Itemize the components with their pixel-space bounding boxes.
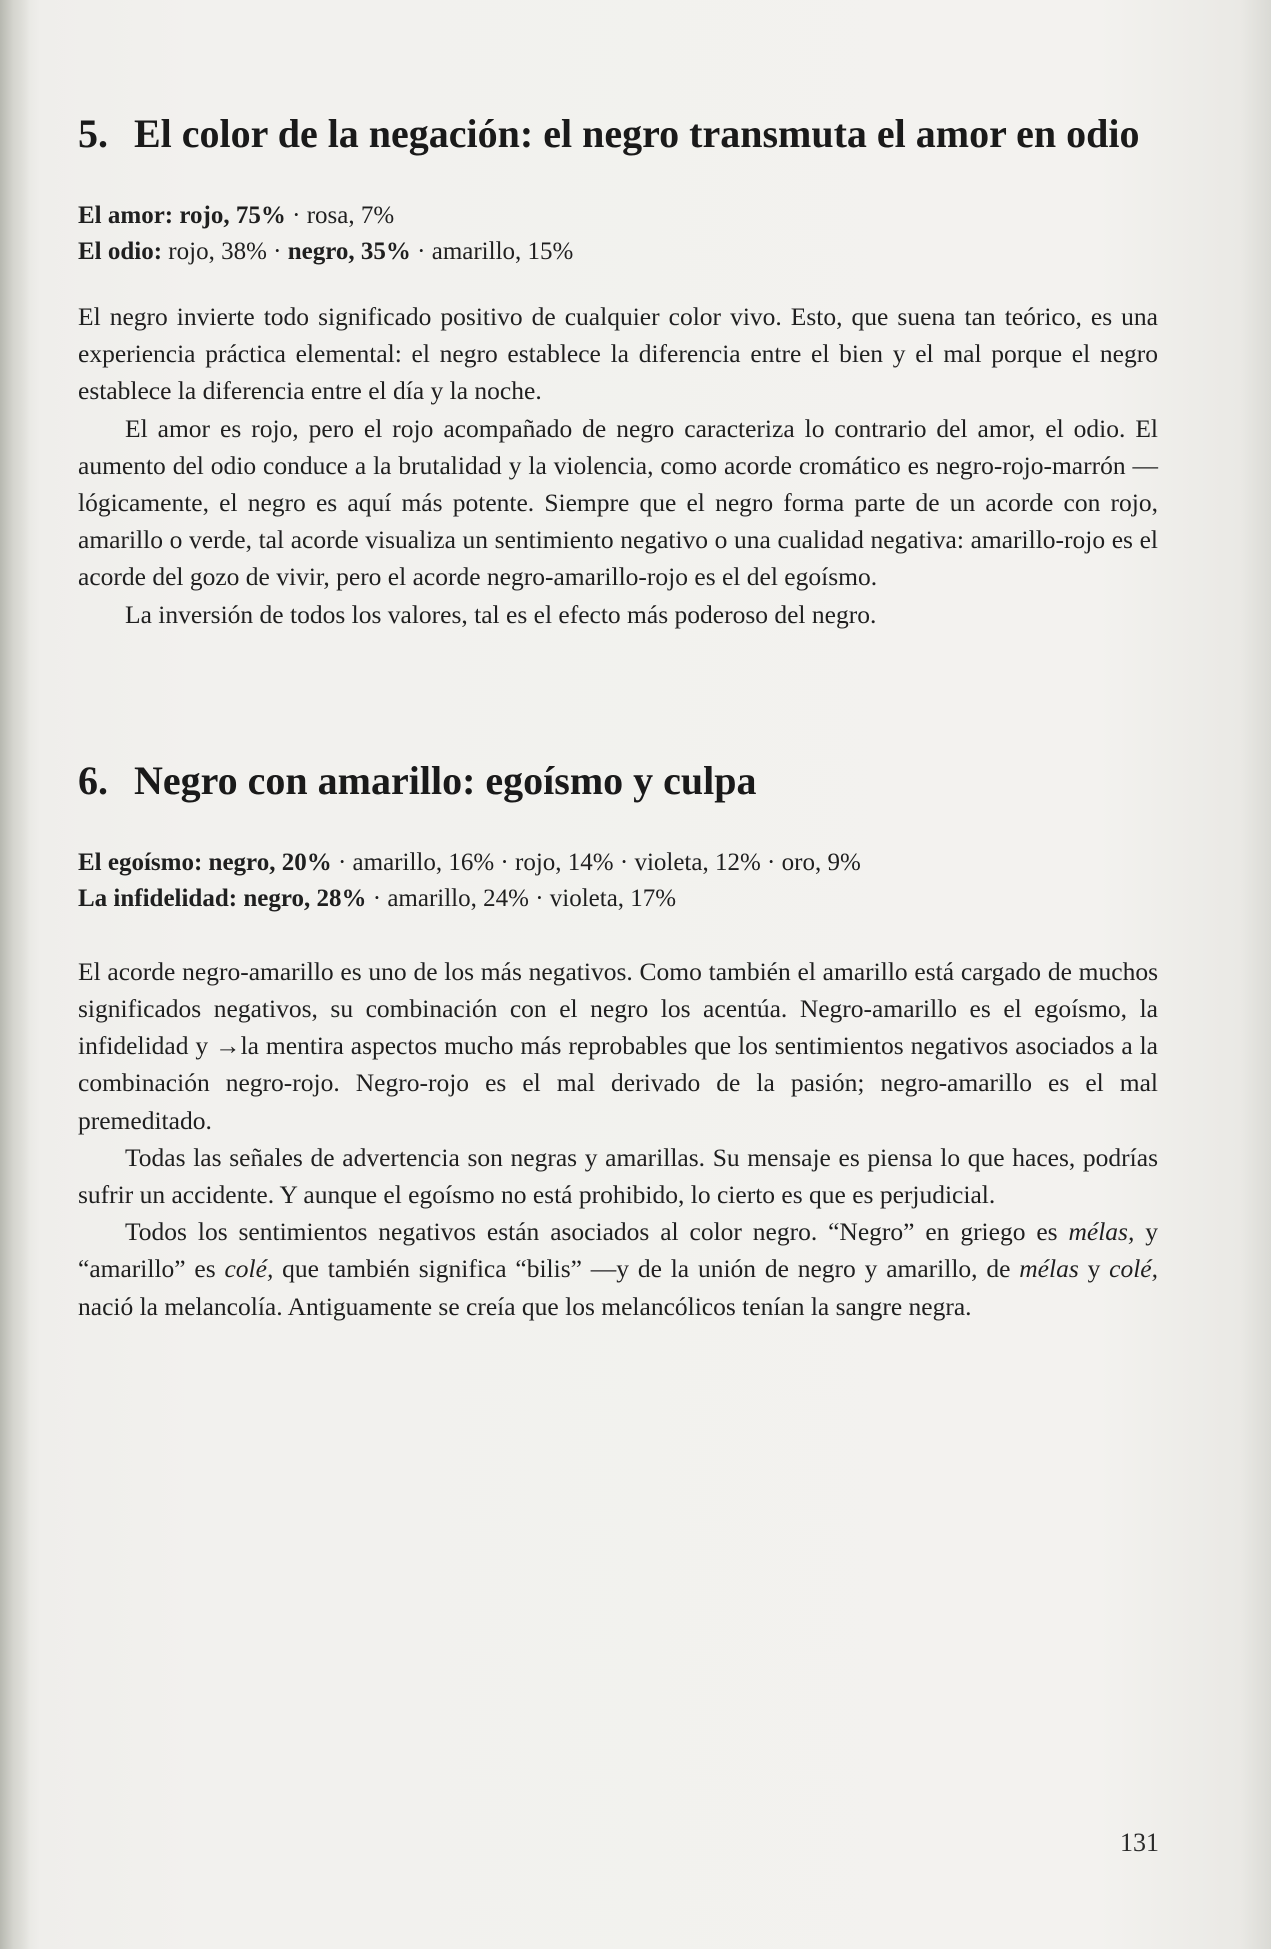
- text-run: Todos los sentimientos negativos están asociados al color negro. “Negro” en griego es: [125, 1217, 1069, 1247]
- stats-item: negro, 28%: [243, 884, 367, 912]
- section-5-stats: [78, 198, 1158, 270]
- stats-item: violeta, 17%: [549, 884, 677, 912]
- paragraph: El amor es rojo, pero el rojo acompañado de negro caracteriza lo contrario del amor, el odio. El aumento del odio conduce a la brutalidad y la violencia, como acorde cromático es negro-rojo-marrón —lógicamente, el negro es aquí más potente. Siempre que el negro forma parte de un acorde con rojo, amarillo o verde, tal acorde visualiza un sentimiento negativo o una cualidad negativa: amarillo-rojo es el acorde del gozo de vivir, pero el acorde negro-amarillo-rojo es el del egoísmo.: [78, 413, 1158, 592]
- stats-item: rojo, 38%: [168, 238, 267, 265]
- stats-label: El egoísmo:: [78, 848, 203, 876]
- stats-item: oro, 9%: [781, 848, 861, 876]
- stats-line-egoismo: El egoísmo: negro, 20% · amarillo, 16% · rojo, 14% · violeta, 12% · oro, 9%: [78, 848, 861, 876]
- stats-item: rojo, 14%: [515, 848, 614, 876]
- stats-label: El odio:: [78, 238, 163, 265]
- text-run: y: [1078, 1254, 1110, 1284]
- section-6-number: 6.: [78, 757, 108, 803]
- greek-word: mélas: [1019, 1254, 1079, 1284]
- section-6-stats: [78, 845, 1158, 917]
- section-6-title: Negro con amarillo: egoísmo y culpa: [134, 757, 757, 803]
- paragraph-melancolia: [78, 1213, 1158, 1325]
- stats-item: amarillo, 16%: [352, 848, 495, 876]
- stats-line-infidelidad: La infidelidad: negro, 28% · amarillo, 24% · violeta, 17%: [78, 884, 677, 912]
- stats-item: rosa, 7%: [306, 202, 395, 229]
- stats-item: negro, 20%: [208, 848, 332, 876]
- paragraph: El acorde negro-amarillo es uno de los más negativos. Como también el amarillo está cargado de muchos significados negativos, su combinación con el negro los acentúa. Negro-amarillo es el egoísmo, la infidelidad y →la mentira aspectos mucho más reprobables que los sentimientos negativos asociados a la combinación negro-rojo. Negro-rojo es el mal derivado de la pasión; negro-amarillo es el mal premeditado.: [78, 956, 1158, 1135]
- text-run: que también significa “bilis” —y de la unión de negro y amarillo, de: [273, 1254, 1020, 1284]
- stats-line-odio: El odio: rojo, 38% · negro, 35% · amarillo, 15%: [78, 238, 574, 265]
- page-content: [78, 108, 1158, 1325]
- stats-label: El amor:: [78, 202, 174, 229]
- stats-label: La infidelidad:: [78, 884, 238, 912]
- paragraph: La inversión de todos los valores, tal es el efecto más poderoso del negro.: [125, 599, 877, 629]
- paragraph: Todas las señales de advertencia son negras y amarillas. Su mensaje es piensa lo que haces, podrías sufrir un accidente. Y aunque el egoísmo no está prohibido, lo cierto es que es perjudicial.: [78, 1142, 1158, 1210]
- stats-item: rojo, 75%: [179, 202, 286, 229]
- text-run: y “amarillo” es: [78, 1217, 1158, 1284]
- book-spine-shadow: [0, 0, 30, 1949]
- stats-item: negro, 35%: [287, 238, 411, 265]
- section-5-heading: [78, 108, 1158, 160]
- greek-word: colé,: [224, 1254, 274, 1284]
- stats-item: violeta, 12%: [634, 848, 761, 876]
- text-run: nació la melancolía. Antiguamente se creía que los melancólicos tenían la sangre negra.: [78, 1291, 972, 1321]
- stats-item: amarillo, 15%: [431, 238, 574, 265]
- page-number: 131: [1120, 1828, 1159, 1857]
- section-6-body: [78, 953, 1158, 1325]
- section-5-title: El color de la negación: el negro transmuta el amor en odio: [134, 111, 1140, 156]
- section-5-body: [78, 298, 1158, 633]
- section-5-number: 5.: [78, 111, 108, 156]
- stats-item: amarillo, 24%: [387, 884, 529, 912]
- greek-word: mélas,: [1068, 1217, 1135, 1247]
- paragraph: El negro invierte todo significado positivo de cualquier color vivo. Esto, que suena tan teórico, es una experiencia práctica elemental: el negro establece la diferencia entre el bien y el mal porque el negro establece la diferencia entre el día y la noche.: [78, 302, 1158, 406]
- greek-word: colé,: [1109, 1254, 1158, 1284]
- section-6-heading: [78, 755, 1158, 807]
- stats-line-amor: El amor: rojo, 75% · rosa, 7%: [78, 202, 395, 229]
